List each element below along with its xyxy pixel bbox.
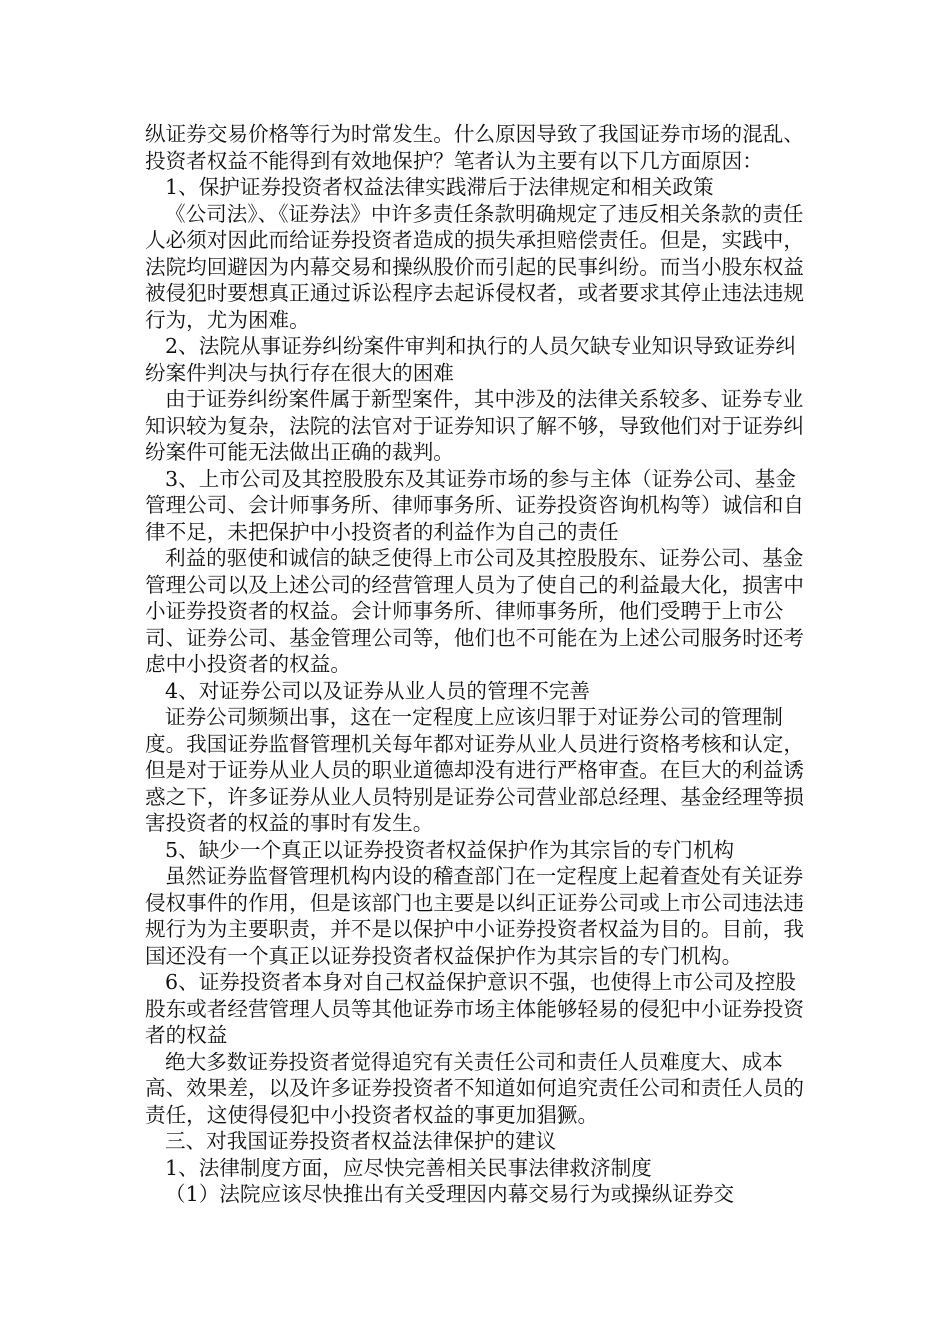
- heading-reason-5: 5、缺少一个真正以证券投资者权益保护作为其宗旨的专门机构: [165, 837, 735, 862]
- paragraph-intro: 纵证券交易价格等行为时常发生。什么原因导致了我国证券市场的混乱、投资者权益不能得到有效地保护？笔者认为主要有以下几方面原因：: [145, 122, 804, 173]
- paragraph-reason-1: 《公司法》、《证券法》中许多责任条款明确规定了违反相关条款的责任人必须对因此而给证券投资者造成的损失承担赔偿责任。但是，实践中，法院均回避因为内幕交易和操纵股价而引起的民事纠纷。而当小股东权益被侵犯时要想真正通过诉讼程序去起诉侵权者，或者要求其停止违法违规行为，尤为困难。: [145, 201, 804, 332]
- heading-recommendation-1: 1、法律制度方面，应尽快完善相关民事法律救济制度: [165, 1155, 652, 1180]
- document-body: [145, 121, 805, 1208]
- paragraph-recommendation-1-1: （1）法院应该尽快推出有关受理因内幕交易行为或操纵证券交: [165, 1182, 735, 1206]
- section-heading-recommendations: 三、对我国证券投资者权益法律保护的建议: [165, 1129, 557, 1153]
- heading-reason-6: 6、证券投资者本身对自己权益保护意识不强，也使得上市公司及控股股东或者经营管理人员等其他证券市场主体能够轻易的侵犯中小证券投资者的权益: [145, 970, 804, 1047]
- paragraph-reason-3: 利益的驱使和诚信的缺乏使得上市公司及其控股股东、证券公司、基金管理公司以及上述公司的经营管理人员为了使自己的利益最大化，损害中小证券投资者的权益。会计师事务所、律师事务所，他们受聘于上市公司、证券公司、基金管理公司等，他们也不可能在为上述公司服务时还考虑中小投资者的权益。: [145, 546, 804, 676]
- heading-reason-4: 4、对证券公司以及证券从业人员的管理不完善: [165, 678, 590, 703]
- heading-reason-1: 1、保护证券投资者权益法律实践滞后于法律规定和相关政策: [165, 175, 714, 199]
- paragraph-reason-2: 由于证券纠纷案件属于新型案件，其中涉及的法律关系较多、证券专业知识较为复杂，法院的法官对于证券知识了解不够，导致他们对于证券纠纷案件可能无法做出正确的裁判。: [145, 387, 804, 464]
- heading-reason-3: 3、上市公司及其控股股东及其证券市场的参与主体（证券公司、基金管理公司、会计师事务所、律师事务所、证券投资咨询机构等）诚信和自律不足，未把保护中小投资者的利益作为自己的责任: [145, 466, 804, 544]
- paragraph-reason-6: 绝大多数证券投资者觉得追究有关责任公司和责任人员难度大、成本高、效果差，以及许多证券投资者不知道如何追究责任公司和责任人员的责任，这使得侵犯中小投资者权益的事更加猖獗。: [145, 1049, 804, 1127]
- paragraph-reason-4: 证券公司频频出事，这在一定程度上应该归罪于对证券公司的管理制度。我国证券监督管理机关每年都对证券从业人员进行资格考核和认定，但是对于证券从业人员的职业道德却没有进行严格审查。在巨大的利益诱惑之下，许多证券从业人员特别是证券公司营业部总经理、基金经理等损害投资者的权益的事时有发生。: [145, 705, 804, 835]
- paragraph-reason-5: 虽然证券监督管理机构内设的稽查部门在一定程度上起着查处有关证券侵权事件的作用，但是该部门也主要是以纠正证券公司或上市公司违法违规行为为主要职责，并不是以保护中小证券投资者权益为目的。目前，我国还没有一个真正以证券投资者权益保护作为其宗旨的专门机构。: [145, 864, 804, 968]
- heading-reason-2: 2、法院从事证券纠纷案件审判和执行的人员欠缺专业知识导致证券纠纷案件判决与执行存在很大的困难: [145, 334, 796, 385]
